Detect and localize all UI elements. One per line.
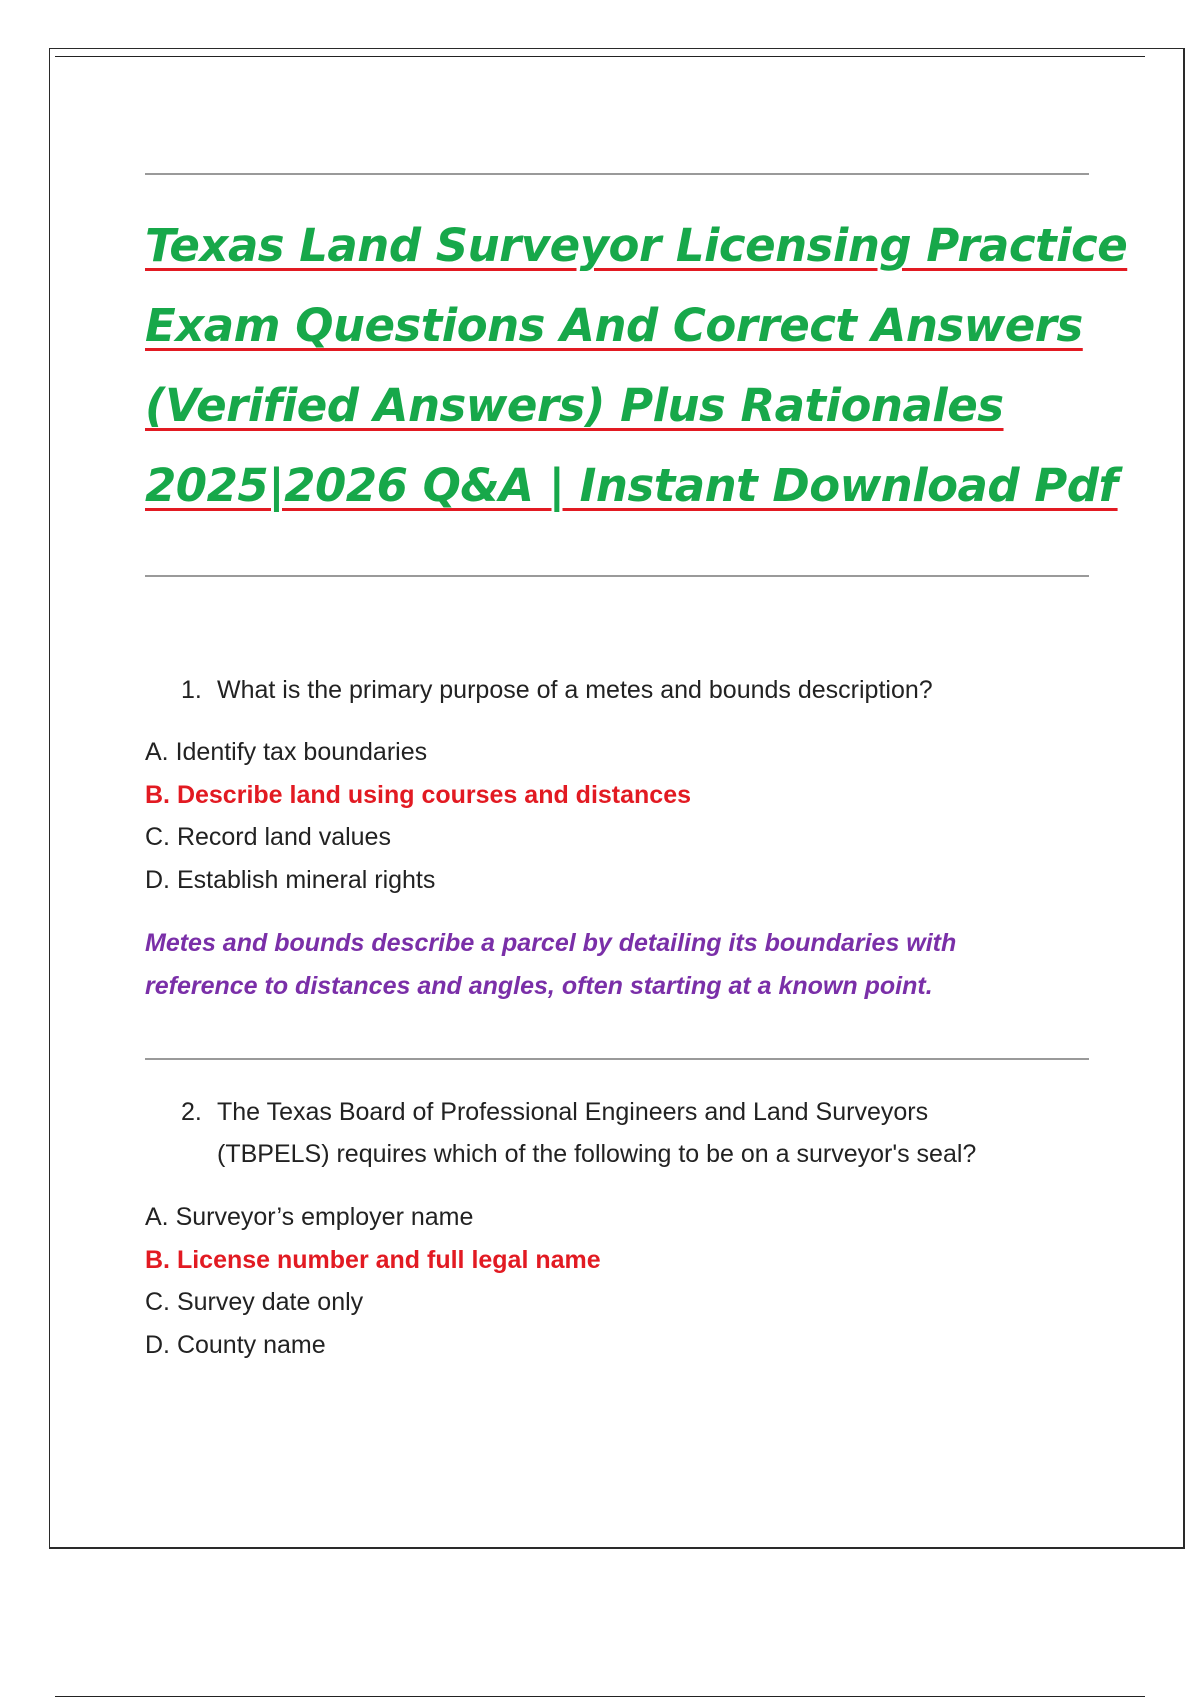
divider-rule	[145, 1058, 1089, 1060]
question-number: 2.	[181, 1098, 202, 1126]
title-line: (Verified Answers) Plus Rationales	[145, 379, 1004, 432]
rationale-line: reference to distances and angles, often starting at a known point.	[145, 971, 933, 1000]
correct-answer-option: B. Describe land using courses and distances	[145, 780, 692, 809]
question-line: What is the primary purpose of a metes and bounds description?	[217, 676, 933, 704]
question-number: 1.	[181, 676, 202, 704]
question-2-text	[181, 1091, 1081, 1175]
question-1-text	[181, 669, 1081, 711]
divider-rule	[145, 173, 1089, 175]
answer-option: C. Survey date only	[145, 1288, 364, 1316]
correct-answer-option: B. License number and full legal name	[145, 1245, 601, 1274]
title-line: 2025|2026 Q&A | Instant Download Pdf	[145, 459, 1118, 512]
divider-rule	[145, 575, 1089, 577]
answer-option: C. Record land values	[145, 823, 391, 851]
question-1-rationale	[145, 922, 1095, 1007]
question-line: The Texas Board of Professional Engineers and Land Surveyors	[217, 1098, 929, 1126]
question-line: (TBPELS) requires which of the following to be on a surveyor's seal?	[217, 1140, 977, 1168]
bottom-border-rule	[55, 1696, 1145, 1697]
answer-option: D. County name	[145, 1330, 326, 1359]
answer-option: A. Identify tax boundaries	[145, 738, 428, 766]
answer-option: A. Surveyor’s employer name	[145, 1203, 474, 1231]
rationale-line: Metes and bounds describe a parcel by detailing its boundaries with	[145, 929, 957, 957]
document-title	[145, 206, 1128, 526]
title-line: Exam Questions And Correct Answers	[145, 299, 1083, 352]
top-border-rule	[55, 56, 1145, 57]
title-line: Texas Land Surveyor Licensing Practice	[145, 219, 1128, 272]
question-1-options	[145, 731, 691, 901]
question-2-options	[145, 1196, 601, 1366]
answer-option: D. Establish mineral rights	[145, 865, 436, 894]
